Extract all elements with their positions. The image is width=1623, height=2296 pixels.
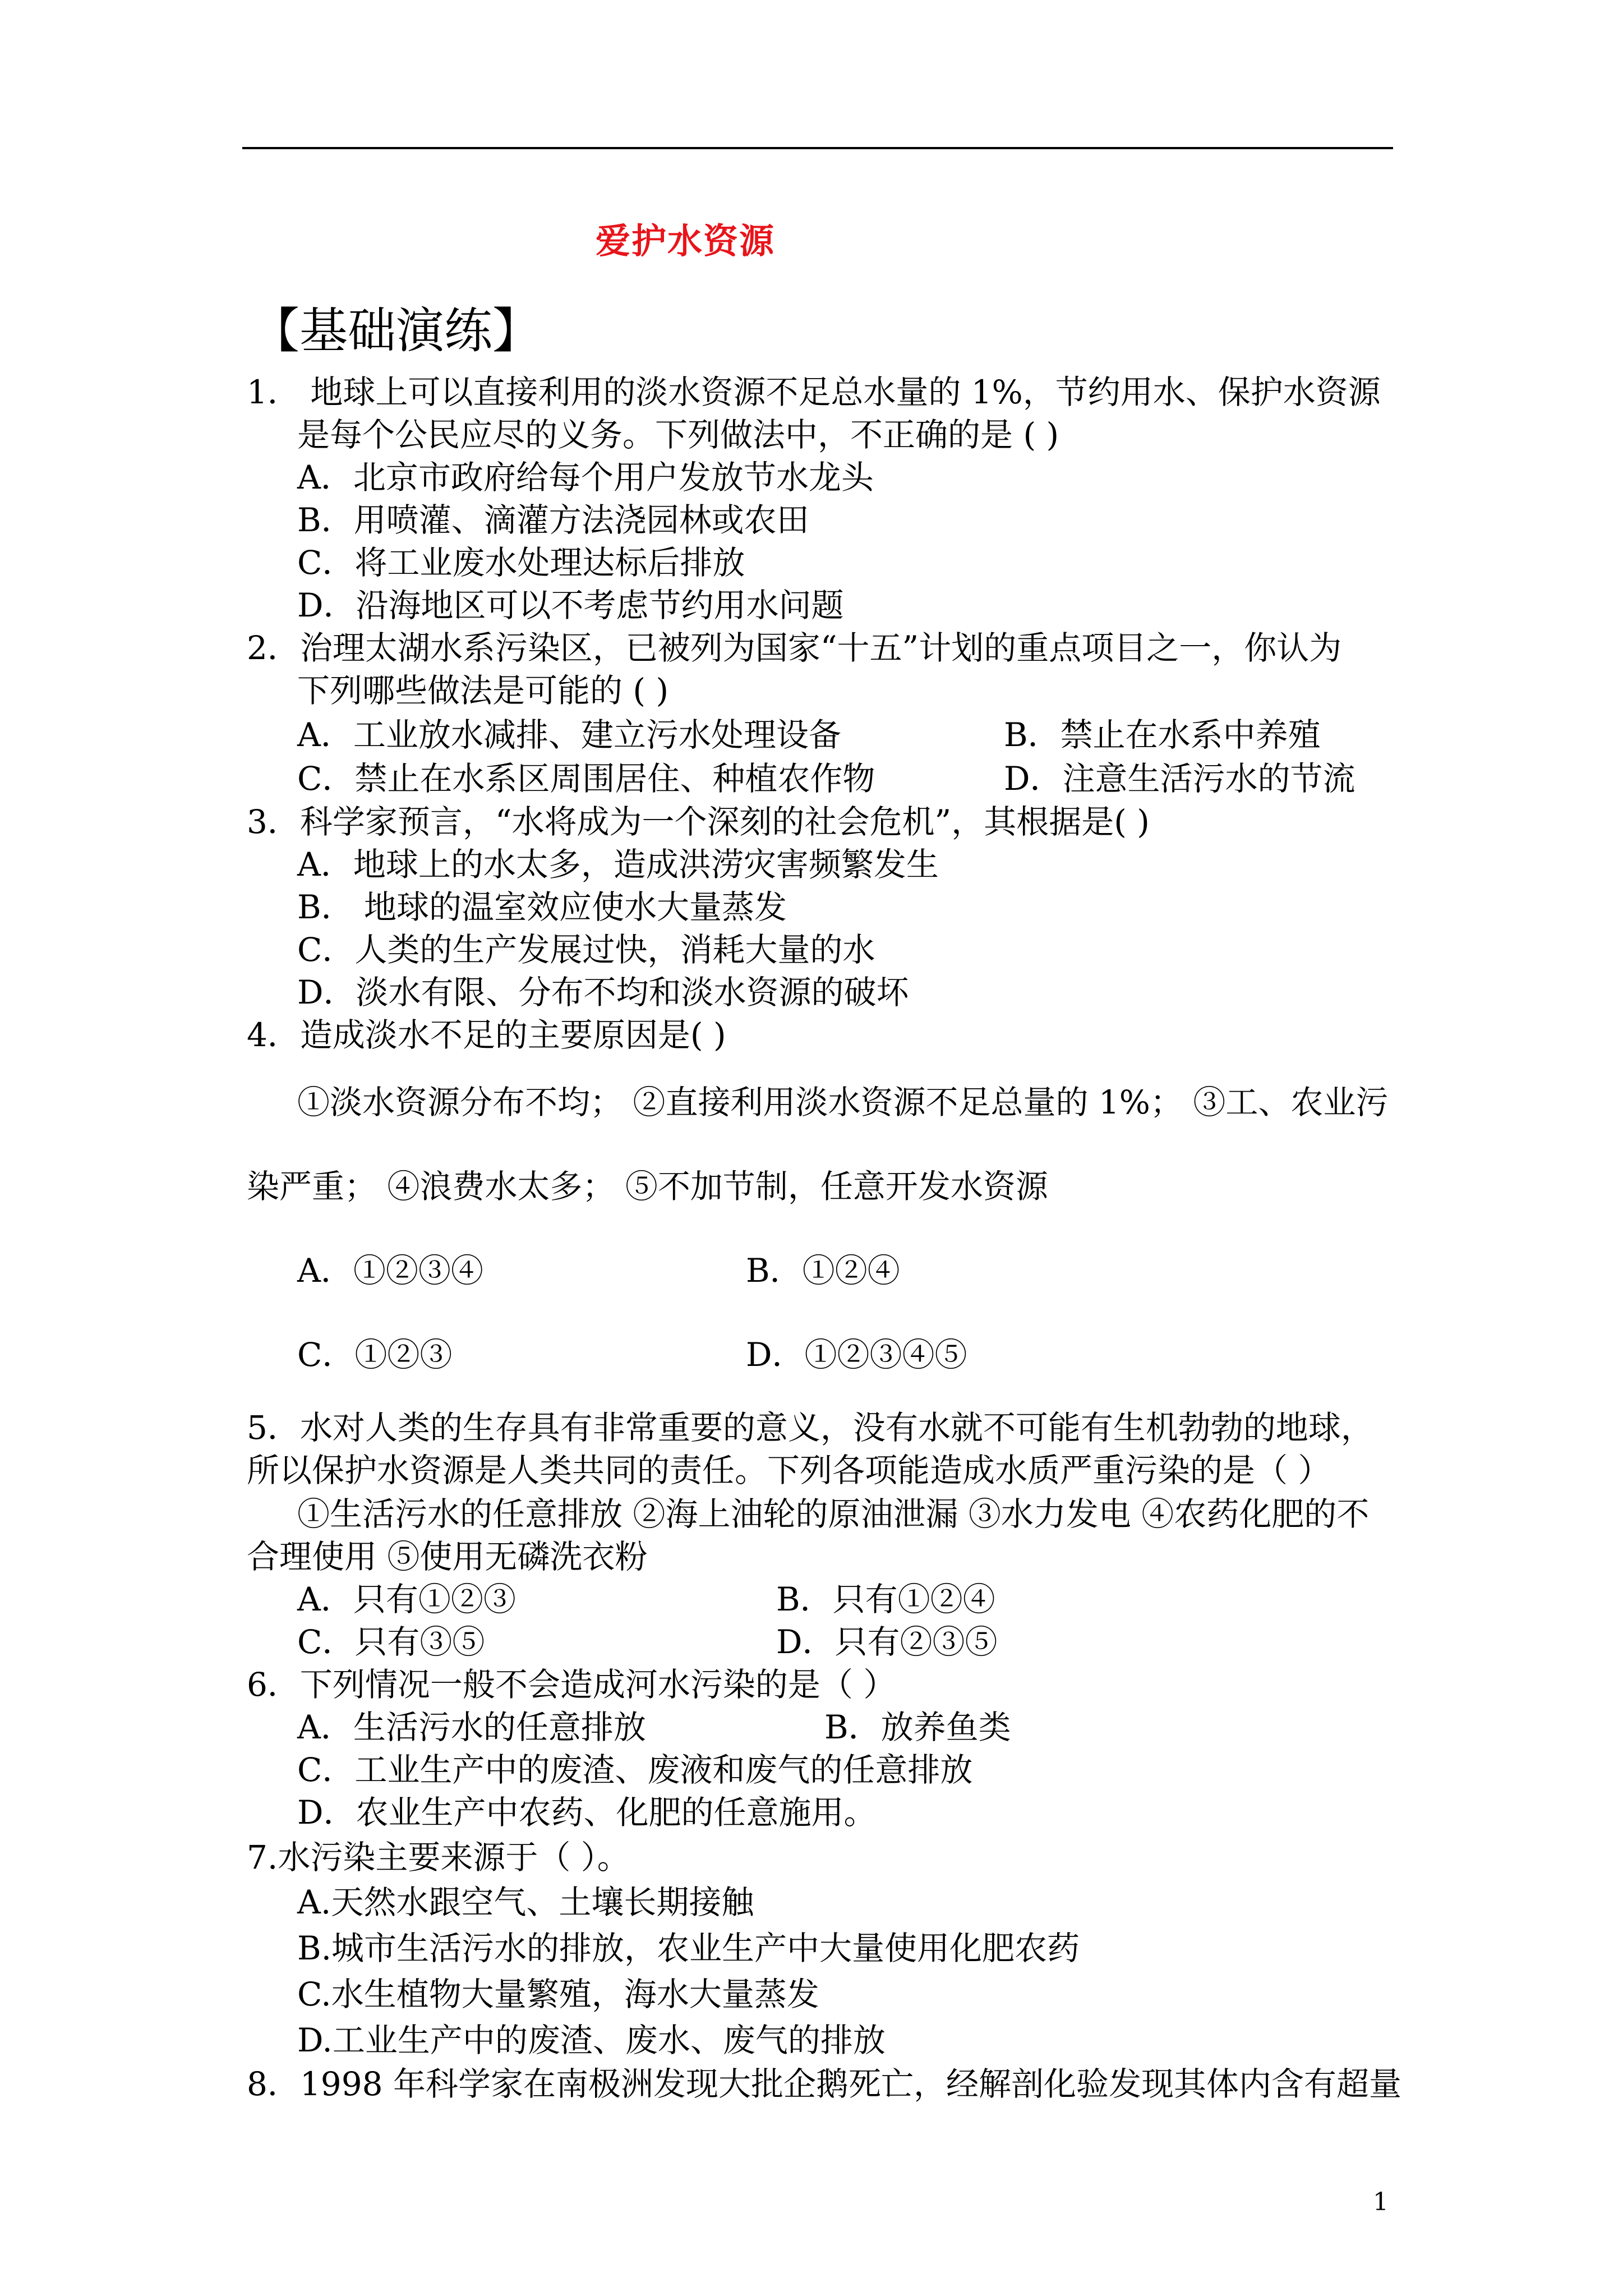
q2-stem-line2: 下列哪些做法是可能的 ( ) [297,671,669,710]
q4-option-a: A．①②③④ [297,1251,483,1290]
q4-option-d: D．①②③④⑤ [746,1336,967,1374]
q1-stem-line1: 1． 地球上可以直接利用的淡水资源不足总水量的 1%，节约用水、保护水资源 [247,373,1381,411]
q2-option-a: A．工业放水减排、建立污水处理设备 [297,716,841,754]
q1-option-c: C．将工业废水处理达标后排放 [297,544,745,582]
q7-option-d: D.工业生产中的废渣、废水、废气的排放 [297,2021,886,2059]
q4-stem-line1: 4．造成淡水不足的主要原因是( ) [247,1016,726,1054]
q4-stem-line3: 染严重； ④浪费水太多； ⑤不加节制，任意开发水资源 [247,1167,1048,1205]
q1-option-b: B．用喷灌、滴灌方法浇园林或农田 [297,501,809,539]
q3-stem-line1: 3．科学家预言，“水将成为一个深刻的社会危机”，其根据是( ) [247,803,1150,841]
q5-option-d: D．只有②③⑤ [776,1623,998,1661]
q6-option-b: B．放养鱼类 [824,1708,1011,1746]
q7-stem-line1: 7.水污染主要来源于（ ）。 [247,1838,630,1876]
q2-option-b: B．禁止在水系中养殖 [1004,716,1321,754]
q5-stem-line1: 5．水对人类的生存具有非常重要的意义，没有水就不可能有生机勃勃的地球， [247,1409,1373,1447]
q8-stem-line1: 8．1998 年科学家在南极洲发现大批企鹅死亡，经解剖化验发现其体内含有超量 [247,2065,1401,2103]
q1-option-d: D．沿海地区可以不考虑节约用水问题 [297,586,844,624]
q6-option-d: D．农业生产中农药、化肥的任意施用。 [297,1793,877,1832]
header-rule [242,147,1393,149]
q7-option-c: C.水生植物大量繁殖，海水大量蒸发 [297,1975,819,2013]
q3-option-a: A．地球上的水太多，造成洪涝灾害频繁发生 [297,845,939,884]
page-number: 1 [1373,2188,1389,2216]
q5-option-a: A．只有①②③ [297,1580,516,1618]
page-title: 爱护水资源 [596,220,776,261]
q2-option-d: D．注意生活污水的节流 [1004,760,1355,798]
q5-stem-line4: 合理使用 ⑤使用无磷洗衣粉 [247,1538,648,1576]
q4-stem-line2: ①淡水资源分布不均； ②直接利用淡水资源不足总量的 1%； ③工、农业污 [297,1083,1389,1121]
q6-stem-line1: 6．下列情况一般不会造成河水污染的是（ ） [247,1665,896,1704]
q3-option-c: C．人类的生产发展过快，消耗大量的水 [297,931,875,969]
q4-option-c: C．①②③ [297,1336,453,1374]
q3-option-d: D．淡水有限、分布不均和淡水资源的破坏 [297,973,909,1011]
q7-option-b: B.城市生活污水的排放，农业生产中大量使用化肥农药 [297,1929,1080,1967]
q5-option-c: C．只有③⑤ [297,1623,485,1661]
q5-stem-line3: ①生活污水的任意排放 ②海上油轮的原油泄漏 ③水力发电 ④农药化肥的不 [297,1495,1370,1533]
section-heading: 【基础演练】 [251,303,541,359]
q1-option-a: A．北京市政府给每个用户发放节水龙头 [297,458,874,496]
q6-option-a: A．生活污水的任意排放 [297,1708,646,1746]
q4-option-b: B．①②④ [746,1251,900,1290]
q5-stem-line2: 所以保护水资源是人类共同的责任。下列各项能造成水质严重污染的是（ ） [247,1451,1331,1489]
q3-option-b: B． 地球的温室效应使水大量蒸发 [297,888,787,926]
q7-option-a: A.天然水跟空气、土壤长期接触 [297,1883,754,1921]
q2-option-c: C．禁止在水系区周围居住、种植农作物 [297,760,875,798]
q5-option-b: B．只有①②④ [776,1580,995,1618]
q6-option-c: C．工业生产中的废渣、废液和废气的任意排放 [297,1751,973,1789]
q1-stem-line2: 是每个公民应尽的义务。下列做法中，不正确的是 ( ) [297,416,1059,454]
q2-stem-line1: 2．治理太湖水系污染区，已被列为国家“十五”计划的重点项目之一，你认为 [247,629,1342,667]
